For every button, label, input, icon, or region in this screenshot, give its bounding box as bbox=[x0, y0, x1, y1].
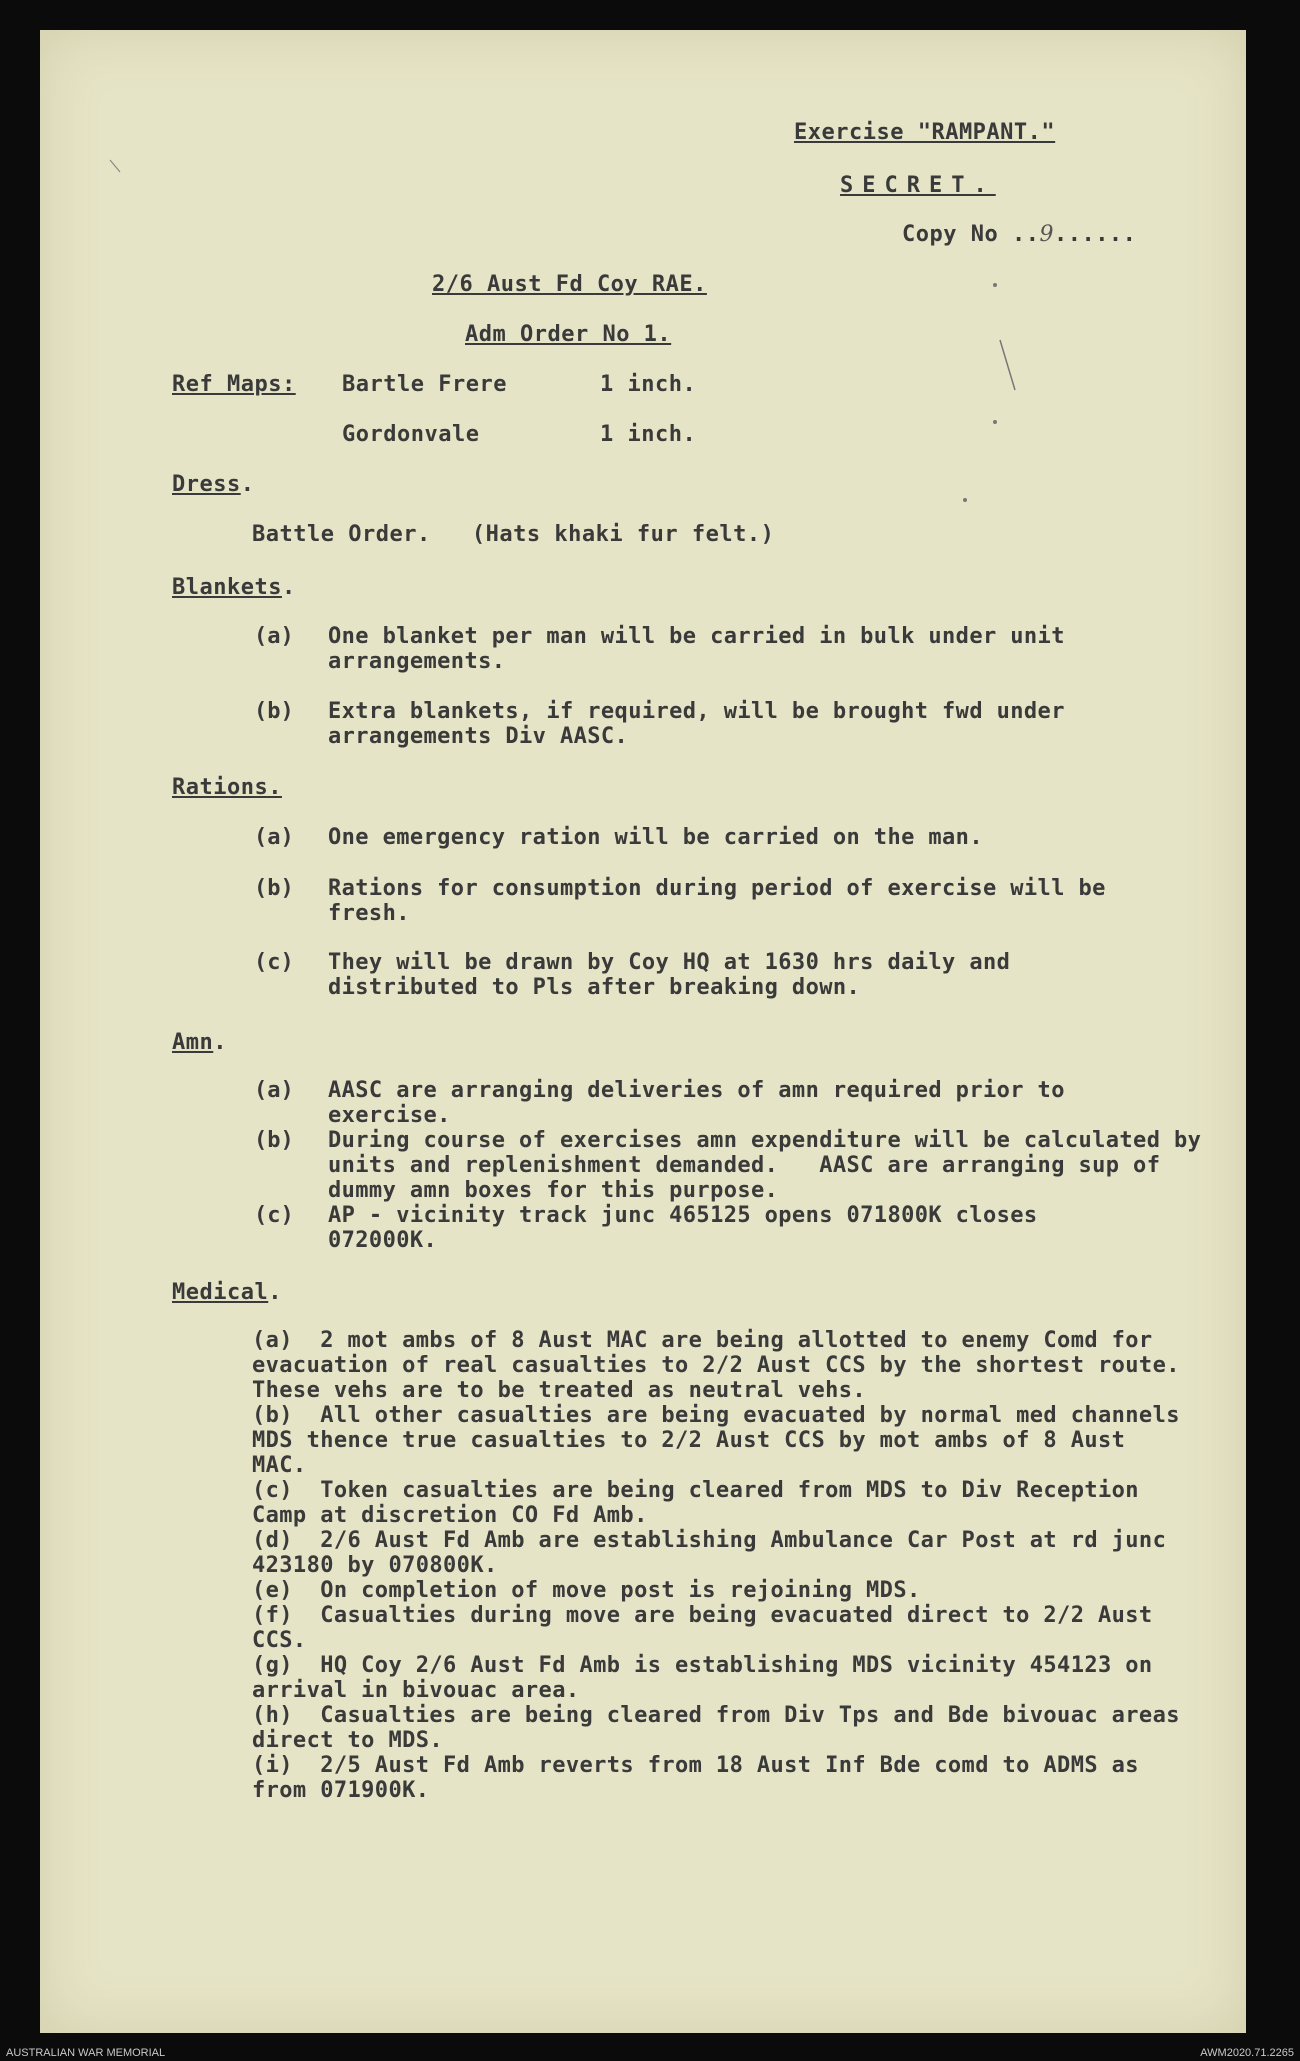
dress-text: Battle Order. (Hats khaki fur felt.) bbox=[252, 522, 775, 547]
item-label: (a) bbox=[254, 825, 294, 850]
item-text: Rations for consumption during period of exercise will be fresh. bbox=[328, 876, 1120, 926]
item-label: (c) bbox=[254, 1203, 294, 1228]
order-title: Adm Order No 1. bbox=[465, 322, 672, 347]
item-label: (c) bbox=[254, 950, 294, 975]
copy-number-handwritten: 9 bbox=[1039, 222, 1054, 247]
medical-item: (e) On completion of move post is rejoining MDS. bbox=[252, 1578, 921, 1603]
section-heading-dress: Dress. bbox=[172, 472, 255, 497]
medical-item: (a) 2 mot ambs of 8 Aust MAC are being allotted to enemy Comd for evacuation of real casualties to 2/2 Aust CCS by the shortest route. These vehs are to be treated as neutral vehs. bbox=[252, 1328, 1221, 1403]
item-label: (b) bbox=[254, 1128, 294, 1153]
footer-accession: AWM2020.71.2265 bbox=[1200, 2047, 1294, 2059]
exercise-title: Exercise "RAMPANT." bbox=[794, 120, 1056, 145]
map-scale: 1 inch. bbox=[600, 372, 697, 397]
medical-item: (f) Casualties during move are being evacuated direct to 2/2 Aust CCS. bbox=[252, 1603, 1167, 1653]
section-heading-rations: Rations. bbox=[172, 775, 282, 800]
item-label: (a) bbox=[254, 1078, 294, 1103]
item-text: One blanket per man will be carried in bulk under unit arrangements. bbox=[328, 624, 1079, 674]
map-name: Gordonvale bbox=[342, 422, 480, 447]
classification-label: SECRET. bbox=[840, 173, 996, 198]
item-text: During course of exercises amn expenditure will be calculated by units and replenishment demanded. AASC are arranging sup of dummy amn boxes for this purpose. bbox=[328, 1128, 1215, 1203]
unit-title: 2/6 Aust Fd Coy RAE. bbox=[432, 272, 707, 297]
copy-number: Copy No ..9...... bbox=[902, 222, 1137, 247]
map-scale: 1 inch. bbox=[600, 422, 697, 447]
medical-item: (c) Token casualties are being cleared from MDS to Div Reception Camp at discretion CO Fd Amb. bbox=[252, 1478, 1153, 1528]
item-text: AP - vicinity track junc 465125 opens 071800K closes 072000K. bbox=[328, 1203, 1052, 1253]
item-label: (a) bbox=[254, 624, 294, 649]
item-label: (b) bbox=[254, 699, 294, 724]
footer-institution: AUSTRALIAN WAR MEMORIAL bbox=[6, 2047, 166, 2059]
item-text: Extra blankets, if required, will be brought fwd under arrangements Div AASC. bbox=[328, 699, 1079, 749]
section-heading-amn: Amn. bbox=[172, 1030, 227, 1055]
section-heading-medical: Medical. bbox=[172, 1280, 282, 1305]
section-heading-blankets: Blankets. bbox=[172, 575, 296, 600]
map-name: Bartle Frere bbox=[342, 372, 507, 397]
item-label: (b) bbox=[254, 876, 294, 901]
ref-maps-label: Ref Maps: bbox=[172, 372, 296, 397]
item-text: They will be drawn by Coy HQ at 1630 hrs daily and distributed to Pls after breaking down. bbox=[328, 950, 1024, 1000]
medical-item: (g) HQ Coy 2/6 Aust Fd Amb is establishing MDS vicinity 454123 on arrival in bivouac area. bbox=[252, 1653, 1167, 1703]
medical-item: (h) Casualties are being cleared from Div Tps and Bde bivouac areas direct to MDS. bbox=[252, 1703, 1194, 1753]
item-text: AASC are arranging deliveries of amn required prior to exercise. bbox=[328, 1078, 1079, 1128]
medical-item: (d) 2/6 Aust Fd Amb are establishing Ambulance Car Post at rd junc 423180 by 070800K. bbox=[252, 1528, 1180, 1578]
item-text: One emergency ration will be carried on the man. bbox=[328, 825, 983, 850]
document-page bbox=[40, 30, 1246, 2033]
medical-item: (b) All other casualties are being evacuated by normal med channels MDS thence true casualties to 2/2 Aust CCS by mot ambs of 8 Aust MAC. bbox=[252, 1403, 1194, 1478]
medical-item: (i) 2/5 Aust Fd Amb reverts from 18 Aust Inf Bde comd to ADMS as from 071900K. bbox=[252, 1753, 1153, 1803]
